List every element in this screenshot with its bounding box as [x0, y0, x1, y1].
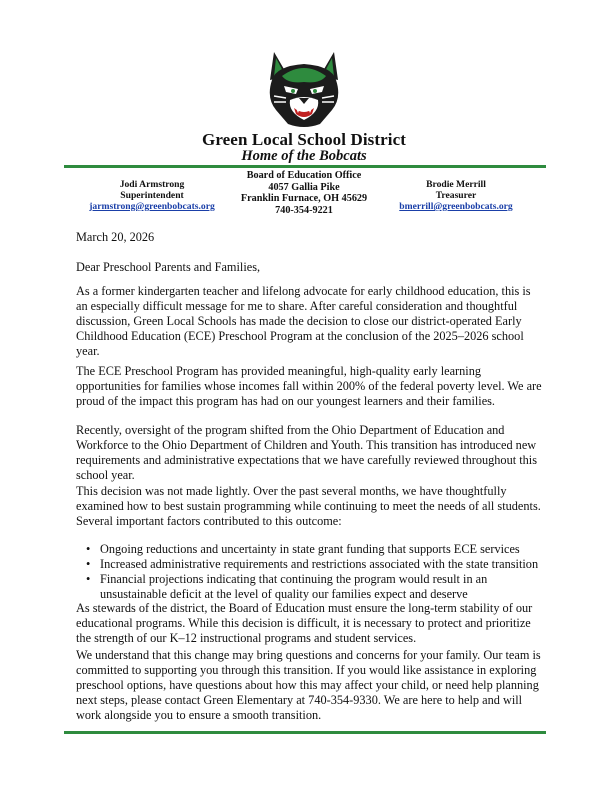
board-office-address: [222, 170, 386, 216]
footer-divider: [64, 731, 546, 734]
treasurer-title: Treasurer: [435, 190, 477, 201]
factors-list: [76, 542, 546, 602]
letter-paragraph-5: As stewards of the district, the Board of Education must ensure the long-term stability of our educational programs. While this decision is difficult, it is necessary to protect and prioritize the strength of our K–12 instructional programs and student services.: [76, 601, 533, 645]
bobcat-mascot-logo-icon: [262, 46, 346, 130]
treasurer-email-link[interactable]: bmerrill@greenbobcats.org: [399, 201, 513, 212]
letter-paragraph-2: The ECE Preschool Program has provided meaningful, high-quality early learning opportunities for families whose incomes fall within 200% of the federal poverty level. We are proud of the impact this program has had on our youngest learners and their families.: [76, 364, 542, 408]
treasurer-name: Brodie Merrill: [426, 179, 486, 190]
list-item: • Increased administrative requirements and restrictions associated with the state transition: [76, 557, 546, 572]
office-phone: 740-354-9221: [275, 204, 333, 216]
letter-salutation: Dear Preschool Parents and Families,: [76, 260, 261, 274]
letter-paragraph-1: As a former kindergarten teacher and lifelong advocate for early childhood education, this is an especially difficult message for me to share. After careful consideration and thoughtful discussion, Green Local Schools has made the decision to close our district-operated Early Childhood Education (ECE) Preschool Program at the conclusion of the 2025–2026 school year.: [76, 284, 531, 358]
letter-paragraph-4: This decision was not made lightly. Over the past several months, we have thoughtfully examined how to best sustain programming while continuing to meet the needs of all students. Several important factors contributed to this outcome:: [76, 484, 541, 528]
office-street: 4057 Gallia Pike: [268, 181, 340, 193]
district-name: Green Local School District: [202, 130, 406, 149]
treasurer-contact: [386, 179, 526, 212]
letter-paragraph-6: We understand that this change may bring questions and concerns for your family. Our team is committed to supporting you through this transition. If you would like assistance in exploring preschool options, have questions about how this may affect your child, or need help planning next steps, please contact Green Elementary at 740-354-9330. We are here to help and will work alongside you to ensure a smooth transition.: [76, 648, 541, 722]
letter-paragraph-3: Recently, oversight of the program shifted from the Ohio Department of Education and Workforce to the Ohio Department of Children and Youth. This transition has introduced new requirements and administrative expectations that we have carefully reviewed throughout this school year.: [76, 423, 537, 482]
office-name: Board of Education Office: [246, 170, 362, 181]
superintendent-contact: [82, 179, 222, 212]
letter-date: March 20, 2026: [76, 230, 155, 244]
superintendent-name: Jodi Armstrong: [119, 179, 185, 190]
list-item: • Ongoing reductions and uncertainty in state grant funding that supports ECE services: [76, 542, 546, 557]
list-item: • Financial projections indicating that continuing the program would result in an unsustainable deficit at the level of quality our families expect and deserve: [76, 572, 546, 602]
office-city: Franklin Furnace, OH 45629: [240, 193, 368, 205]
header-divider: [64, 165, 546, 168]
superintendent-email-link[interactable]: jarmstrong@greenbobcats.org: [89, 201, 215, 212]
district-motto: Home of the Bobcats: [241, 148, 367, 164]
superintendent-title: Superintendent: [120, 190, 184, 201]
